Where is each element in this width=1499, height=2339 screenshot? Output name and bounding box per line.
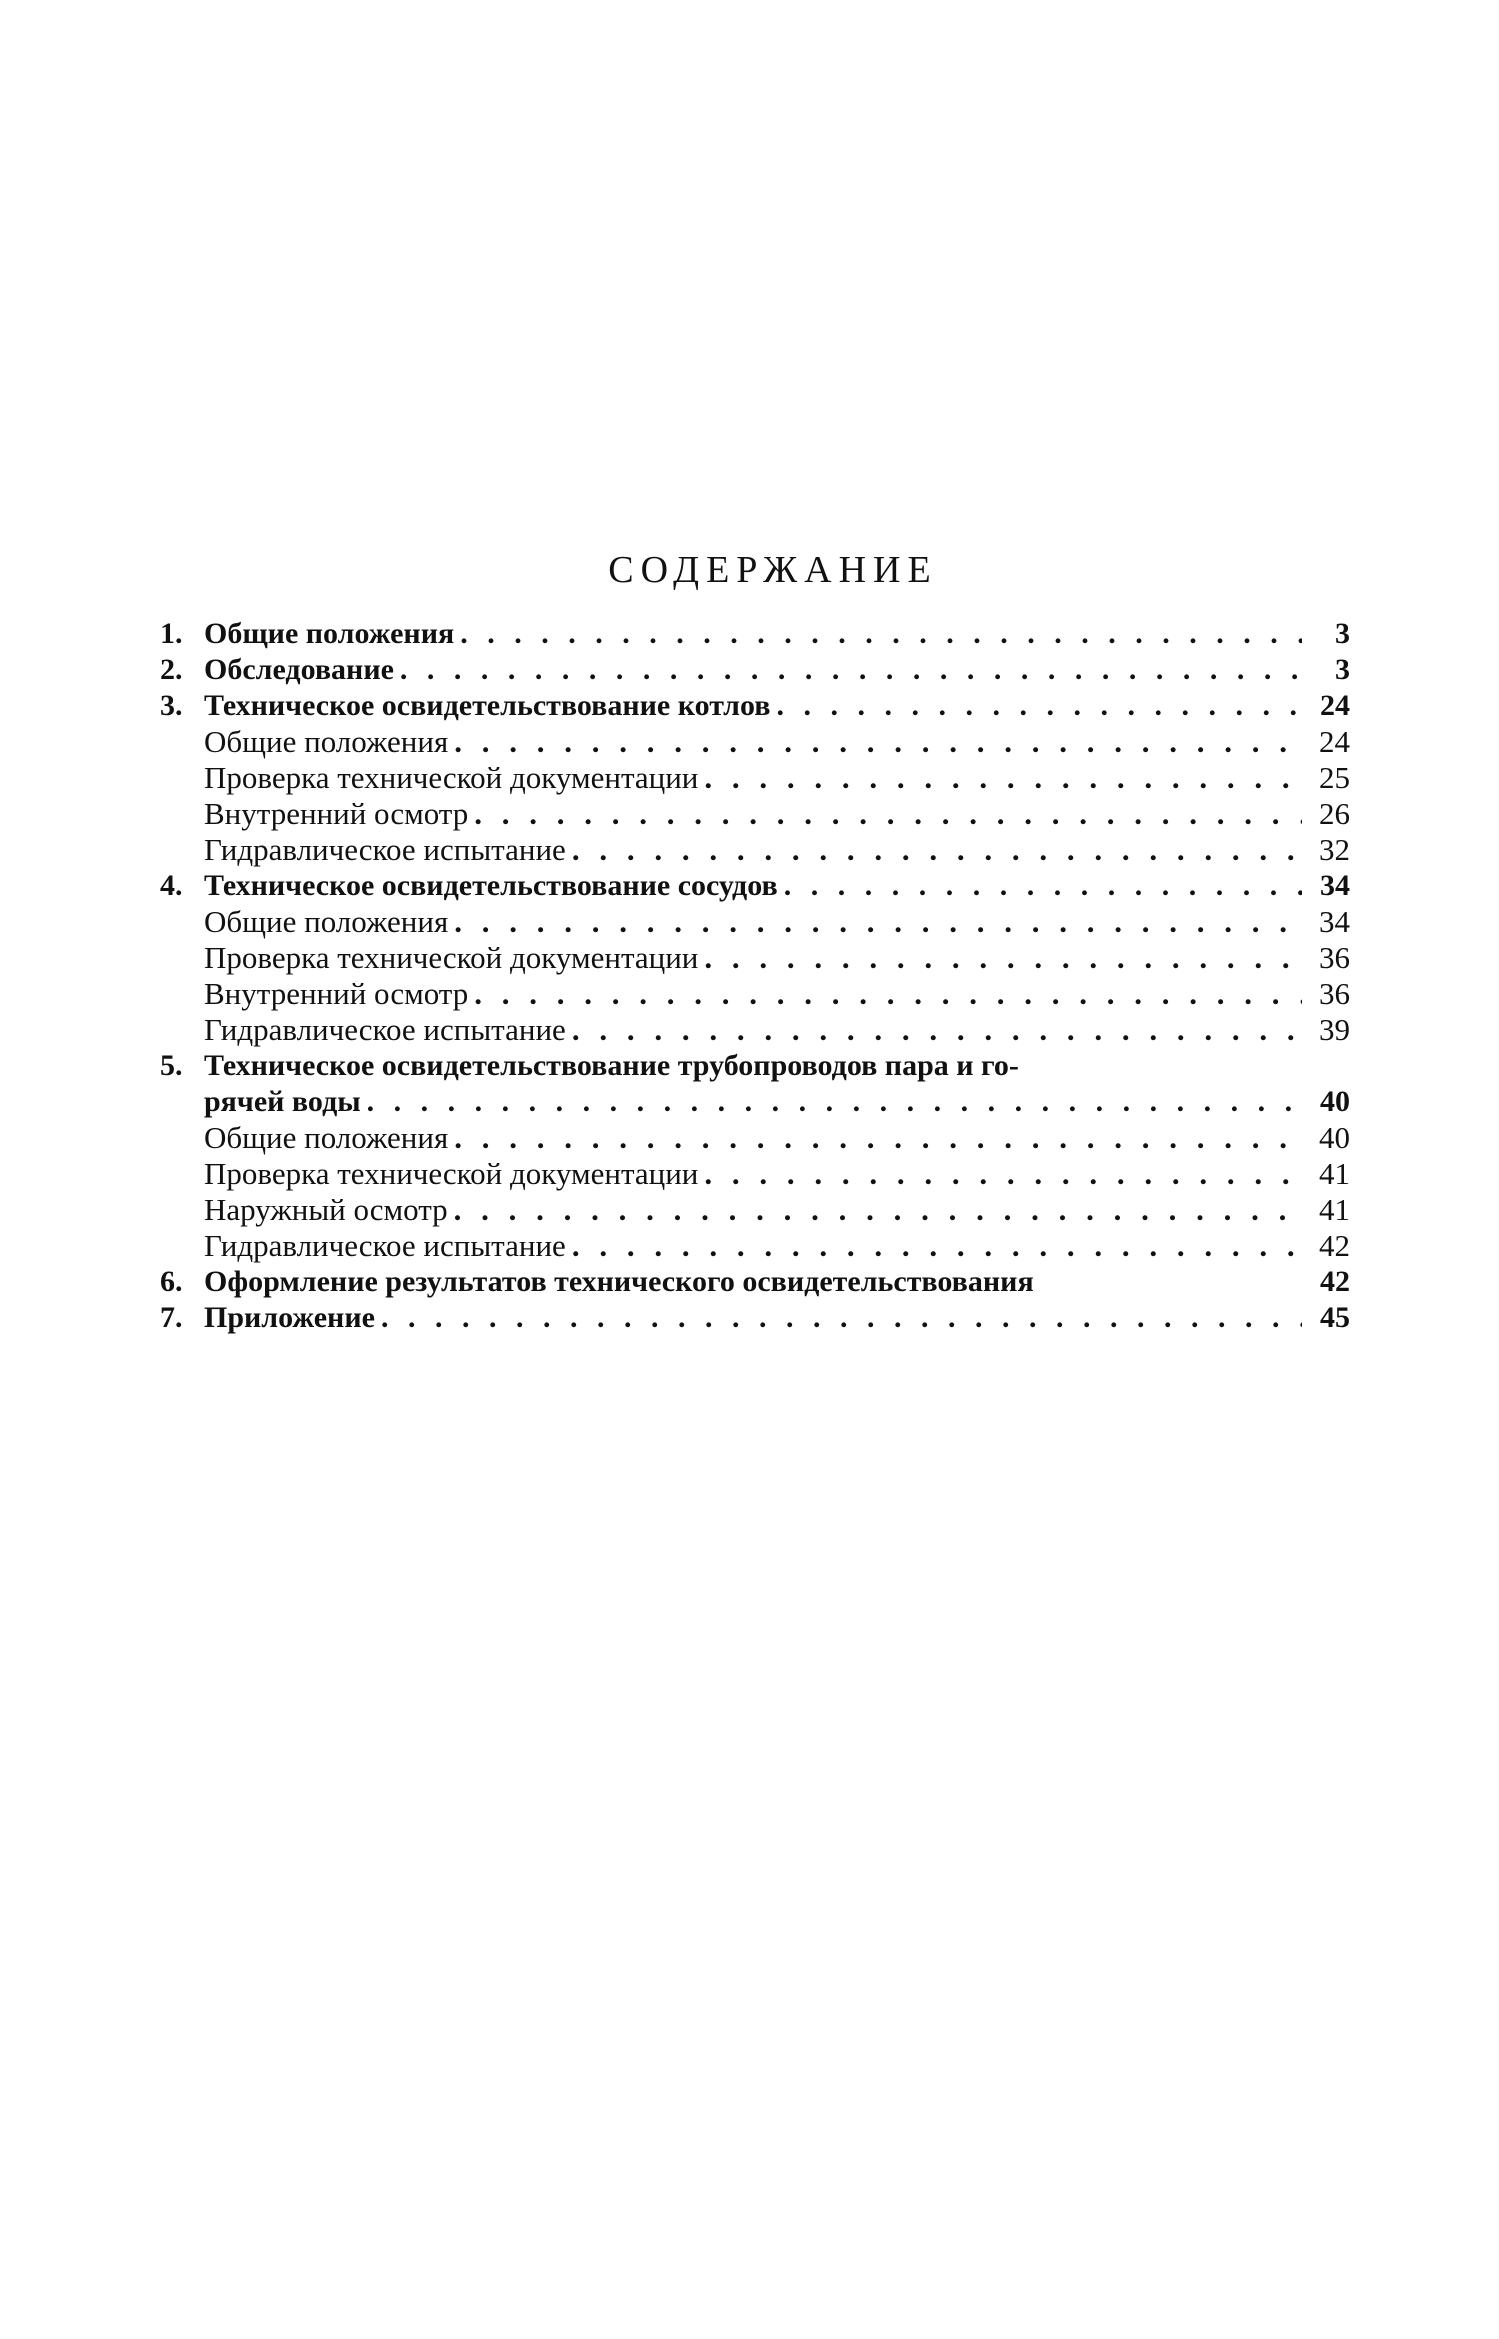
toc-entry-page: 24: [1319, 724, 1350, 759]
dot-leader: [454, 1120, 1302, 1156]
toc-subentry: [160, 976, 1350, 1012]
dot-leader: [572, 1228, 1302, 1264]
toc-subentry: [160, 796, 1350, 832]
toc-entry-label: Проверка технической документации: [204, 1156, 699, 1191]
toc-subentry: [160, 760, 1350, 796]
toc-entry-number: 3.: [160, 689, 183, 722]
toc-entry-number: 6.: [160, 1265, 183, 1298]
dot-leader: [454, 1192, 1302, 1228]
dot-leader: [784, 868, 1302, 904]
toc-entry-inspection: [160, 652, 1350, 688]
dot-leader: [572, 832, 1302, 868]
toc-subentry: [160, 1012, 1350, 1048]
dot-leader: [704, 1156, 1302, 1192]
toc-entry-label: Гидравлическое испытание: [204, 1228, 566, 1263]
toc-entry-number: 5.: [160, 1049, 183, 1082]
toc-entry-page: 34: [1319, 904, 1350, 939]
toc-entry-page: 45: [1320, 1301, 1350, 1334]
dot-leader: [460, 616, 1302, 652]
toc-entry-page: 3: [1335, 617, 1350, 650]
toc-title: СОДЕРЖАНИЕ: [608, 549, 938, 591]
dot-leader: [381, 1300, 1302, 1336]
toc-entry-label: Общие положения: [204, 904, 449, 939]
dot-leader: [454, 904, 1302, 940]
dot-leader: [474, 976, 1302, 1012]
toc-entry-label: Техническое освидетельствование сосудов: [204, 869, 778, 902]
toc-subentry: [160, 1156, 1350, 1192]
toc-entry-page: 42: [1319, 1228, 1350, 1263]
toc-entry-page: 41: [1319, 1156, 1350, 1191]
toc-entry-number: 7.: [160, 1301, 183, 1334]
toc-entry-label: Внутренний осмотр: [204, 796, 469, 831]
toc-entry-label: Гидравлическое испытание: [204, 1012, 566, 1047]
dot-leader: [474, 796, 1302, 832]
toc-entry-page: 42: [1320, 1265, 1350, 1298]
dot-leader: [367, 1084, 1302, 1120]
toc-entry-page: 36: [1319, 940, 1350, 975]
toc-entry-label: Наружный осмотр: [204, 1192, 448, 1227]
dot-leader: [704, 760, 1302, 796]
toc-entry-page: 40: [1319, 1120, 1350, 1155]
toc-entry-label: Общие положения: [204, 617, 455, 650]
toc-entry-label: Проверка технической документации: [204, 940, 699, 975]
toc-entry-page: 25: [1319, 760, 1350, 795]
table-of-contents: [160, 548, 1350, 1336]
toc-entry-appendix: [160, 1300, 1350, 1336]
dot-leader: [572, 1012, 1302, 1048]
toc-entry-pipelines: [160, 1048, 1350, 1084]
toc-entry-label: Гидравлическое испытание: [204, 832, 566, 867]
toc-entry-page: 3: [1335, 653, 1350, 686]
dot-leader: [776, 688, 1302, 724]
toc-entry-number: 4.: [160, 869, 183, 902]
toc-entry-label: Внутренний осмотр: [204, 976, 469, 1011]
toc-entry-label: Обследование: [204, 653, 394, 686]
toc-entry-label: Оформление результатов технического освидетельствования: [204, 1265, 1034, 1298]
dot-leader: [704, 940, 1302, 976]
toc-subentry: [160, 724, 1350, 760]
toc-entry-page: 34: [1320, 869, 1350, 902]
toc-subentry: [160, 1192, 1350, 1228]
toc-entry-number: 1.: [160, 617, 183, 650]
toc-entry-label: Проверка технической документации: [204, 760, 699, 795]
toc-entry-label: рячей воды: [204, 1085, 361, 1118]
toc-entry-page: 24: [1320, 689, 1350, 722]
toc-entry-label: Общие положения: [204, 1120, 449, 1155]
toc-entry-boilers: [160, 688, 1350, 724]
toc-subentry: [160, 940, 1350, 976]
dot-leader: [454, 724, 1302, 760]
toc-entry-vessels: [160, 868, 1350, 904]
dot-leader: [400, 652, 1302, 688]
toc-entry-label: Техническое освидетельствование трубопроводов пара и го-: [204, 1049, 1019, 1082]
toc-list: [160, 616, 1350, 1336]
toc-entry-page: 26: [1319, 796, 1350, 831]
toc-entry-pipelines-continued: [160, 1084, 1350, 1120]
toc-subentry: [160, 1228, 1350, 1264]
toc-entry-label: Общие положения: [204, 724, 449, 759]
toc-subentry: [160, 832, 1350, 868]
toc-entry-label: Приложение: [204, 1301, 375, 1334]
toc-entry-page: 32: [1319, 832, 1350, 867]
toc-entry-results: [160, 1264, 1350, 1300]
toc-entry-page: 41: [1319, 1192, 1350, 1227]
toc-subentry: [160, 904, 1350, 940]
toc-entry-page: 39: [1319, 1012, 1350, 1047]
toc-entry-label: Техническое освидетельствование котлов: [204, 689, 771, 722]
toc-entry-page: 36: [1319, 976, 1350, 1011]
toc-entry-general-provisions: [160, 616, 1350, 652]
toc-subentry: [160, 1120, 1350, 1156]
toc-entry-number: 2.: [160, 653, 183, 686]
toc-entry-page: 40: [1320, 1085, 1350, 1118]
